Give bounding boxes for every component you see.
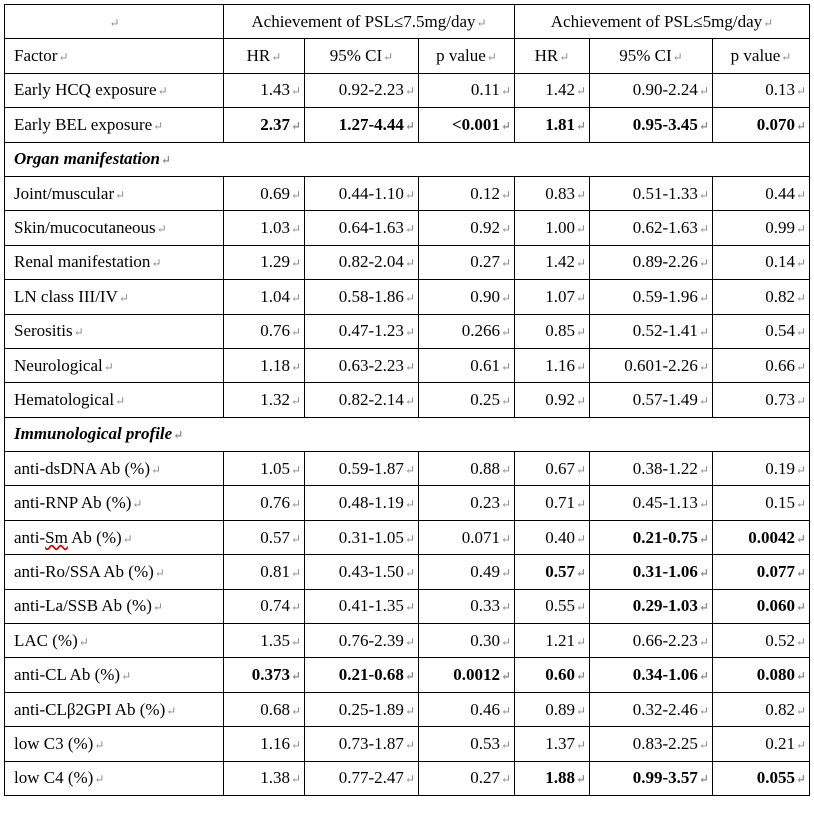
p-7-5-cell: 0.25↵ bbox=[419, 383, 515, 417]
p-5-cell: 0.52↵ bbox=[713, 624, 810, 658]
p-7-5-cell: 0.90↵ bbox=[419, 280, 515, 314]
factor-cell: anti-La/SSB Ab (%)↵ bbox=[5, 589, 224, 623]
p-5-cell: 0.14↵ bbox=[713, 245, 810, 279]
factor-cell: low C3 (%)↵ bbox=[5, 727, 224, 761]
hr-7-5-cell: 0.74↵ bbox=[224, 589, 305, 623]
ci-7-5-cell: 0.59-1.87↵ bbox=[305, 452, 419, 486]
hr-5-cell: 0.71↵ bbox=[515, 486, 590, 520]
ci-5-cell: 0.90-2.24↵ bbox=[590, 73, 713, 107]
factor-label: Neurological bbox=[14, 355, 103, 375]
hr-5-cell: 1.42↵ bbox=[515, 245, 590, 279]
factor-cell: Renal manifestation↵ bbox=[5, 245, 224, 279]
hr-5-cell: 1.00↵ bbox=[515, 211, 590, 245]
ci-7-5-cell: 0.82-2.14↵ bbox=[305, 383, 419, 417]
table-row bbox=[5, 348, 810, 382]
hr-5-cell: 0.89↵ bbox=[515, 692, 590, 726]
table-row bbox=[5, 624, 810, 658]
section-row bbox=[5, 142, 810, 176]
hr-7-5-cell: 1.05↵ bbox=[224, 452, 305, 486]
p-7-5-cell: <0.001↵ bbox=[419, 108, 515, 142]
table-row bbox=[5, 280, 810, 314]
hr-header-2: HR↵ bbox=[515, 39, 590, 73]
factor-cell: low C4 (%)↵ bbox=[5, 761, 224, 795]
p-5-cell: 0.13↵ bbox=[713, 73, 810, 107]
factor-cell: anti-RNP Ab (%)↵ bbox=[5, 486, 224, 520]
hr-7-5-cell: 1.32↵ bbox=[224, 383, 305, 417]
factor-label: Hematological bbox=[14, 389, 115, 409]
factor-cell: LAC (%)↵ bbox=[5, 624, 224, 658]
p-5-cell: 0.82↵ bbox=[713, 692, 810, 726]
factor-cell: anti-dsDNA Ab (%)↵ bbox=[5, 452, 224, 486]
p-7-5-cell: 0.27↵ bbox=[419, 761, 515, 795]
factor-label: anti-Sm Ab (%) bbox=[14, 527, 122, 547]
factor-cell: anti-CL Ab (%)↵ bbox=[5, 658, 224, 692]
ci-7-5-cell: 0.21-0.68↵ bbox=[305, 658, 419, 692]
ci-5-cell: 0.59-1.96↵ bbox=[590, 280, 713, 314]
p-5-cell: 0.080↵ bbox=[713, 658, 810, 692]
hr-7-5-cell: 1.04↵ bbox=[224, 280, 305, 314]
p-5-cell: 0.055↵ bbox=[713, 761, 810, 795]
factor-cell: anti-Sm Ab (%)↵ bbox=[5, 520, 224, 554]
p-5-cell: 0.73↵ bbox=[713, 383, 810, 417]
ci-5-cell: 0.83-2.25↵ bbox=[590, 727, 713, 761]
ci-5-cell: 0.34-1.06↵ bbox=[590, 658, 713, 692]
hr-7-5-cell: 1.03↵ bbox=[224, 211, 305, 245]
ci-7-5-cell: 0.31-1.05↵ bbox=[305, 520, 419, 554]
factor-label: Early HCQ exposure bbox=[14, 80, 157, 100]
ci-7-5-cell: 0.41-1.35↵ bbox=[305, 589, 419, 623]
hr-7-5-cell: 0.76↵ bbox=[224, 486, 305, 520]
table-row bbox=[5, 692, 810, 726]
table-row bbox=[5, 520, 810, 554]
p-7-5-cell: 0.33↵ bbox=[419, 589, 515, 623]
ci-5-cell: 0.51-1.33↵ bbox=[590, 176, 713, 210]
ci-5-cell: 0.21-0.75↵ bbox=[590, 520, 713, 554]
p-header-1: p value↵ bbox=[419, 39, 515, 73]
p-5-cell: 0.19↵ bbox=[713, 452, 810, 486]
factor-label: Early BEL exposure bbox=[14, 114, 153, 134]
table-row bbox=[5, 555, 810, 589]
p-7-5-cell: 0.0012↵ bbox=[419, 658, 515, 692]
ci-7-5-cell: 0.77-2.47↵ bbox=[305, 761, 419, 795]
ci-5-cell: 0.62-1.63↵ bbox=[590, 211, 713, 245]
factor-label: anti-Ro/SSA Ab (%) bbox=[14, 561, 154, 581]
factor-label: anti-CLβ2GPI Ab (%) bbox=[14, 699, 166, 719]
ci-7-5-cell: 0.43-1.50↵ bbox=[305, 555, 419, 589]
ci-7-5-cell: 0.25-1.89↵ bbox=[305, 692, 419, 726]
ci-7-5-cell: 0.82-2.04↵ bbox=[305, 245, 419, 279]
table-row bbox=[5, 176, 810, 210]
p-7-5-cell: 0.23↵ bbox=[419, 486, 515, 520]
corner-cell: ↵ bbox=[5, 5, 224, 39]
p-5-cell: 0.44↵ bbox=[713, 176, 810, 210]
p-5-cell: 0.54↵ bbox=[713, 314, 810, 348]
hr-5-cell: 1.16↵ bbox=[515, 348, 590, 382]
factor-label: Skin/mucocutaneous bbox=[14, 218, 156, 238]
factor-label: anti-CL Ab (%) bbox=[14, 665, 121, 685]
factor-cell: Early HCQ exposure↵ bbox=[5, 73, 224, 107]
ci-5-cell: 0.38-1.22↵ bbox=[590, 452, 713, 486]
ci-7-5-cell: 0.48-1.19↵ bbox=[305, 486, 419, 520]
table-row bbox=[5, 211, 810, 245]
factor-label: anti-RNP Ab (%) bbox=[14, 493, 132, 513]
hr-5-cell: 0.85↵ bbox=[515, 314, 590, 348]
table-row bbox=[5, 108, 810, 142]
factor-label: anti-dsDNA Ab (%) bbox=[14, 458, 150, 478]
p-5-cell: 0.99↵ bbox=[713, 211, 810, 245]
p-7-5-cell: 0.27↵ bbox=[419, 245, 515, 279]
p-7-5-cell: 0.30↵ bbox=[419, 624, 515, 658]
table-row bbox=[5, 486, 810, 520]
hr-5-cell: 1.07↵ bbox=[515, 280, 590, 314]
p-7-5-cell: 0.92↵ bbox=[419, 211, 515, 245]
factor-cell: Early BEL exposure↵ bbox=[5, 108, 224, 142]
p-7-5-cell: 0.61↵ bbox=[419, 348, 515, 382]
p-7-5-cell: 0.88↵ bbox=[419, 452, 515, 486]
hr-5-cell: 1.88↵ bbox=[515, 761, 590, 795]
factor-cell: anti-CLβ2GPI Ab (%)↵ bbox=[5, 692, 224, 726]
factor-label: LAC (%) bbox=[14, 630, 78, 650]
p-7-5-cell: 0.46↵ bbox=[419, 692, 515, 726]
p-header-2: p value↵ bbox=[713, 39, 810, 73]
ci-5-cell: 0.99-3.57↵ bbox=[590, 761, 713, 795]
ci-7-5-cell: 1.27-4.44↵ bbox=[305, 108, 419, 142]
factor-cell: Hematological↵ bbox=[5, 383, 224, 417]
ci-7-5-cell: 0.44-1.10↵ bbox=[305, 176, 419, 210]
hr-7-5-cell: 1.29↵ bbox=[224, 245, 305, 279]
ci-5-cell: 0.29-1.03↵ bbox=[590, 589, 713, 623]
hr-5-cell: 0.67↵ bbox=[515, 452, 590, 486]
factor-label: Serositis bbox=[14, 321, 73, 341]
hr-7-5-cell: 1.38↵ bbox=[224, 761, 305, 795]
ci-5-cell: 0.601-2.26↵ bbox=[590, 348, 713, 382]
factor-label: low C3 (%) bbox=[14, 733, 94, 753]
hr-5-cell: 1.42↵ bbox=[515, 73, 590, 107]
section-label: Immunological profile↵ bbox=[5, 417, 810, 451]
hr-5-cell: 0.92↵ bbox=[515, 383, 590, 417]
hr-7-5-cell: 0.69↵ bbox=[224, 176, 305, 210]
hr-5-cell: 0.83↵ bbox=[515, 176, 590, 210]
p-7-5-cell: 0.266↵ bbox=[419, 314, 515, 348]
p-5-cell: 0.070↵ bbox=[713, 108, 810, 142]
hr-7-5-cell: 2.37↵ bbox=[224, 108, 305, 142]
ci-7-5-cell: 0.64-1.63↵ bbox=[305, 211, 419, 245]
table-row bbox=[5, 383, 810, 417]
table-row bbox=[5, 727, 810, 761]
group-header-psl-5: Achievement of PSL≤5mg/day↵ bbox=[515, 5, 810, 39]
factor-cell: Skin/mucocutaneous↵ bbox=[5, 211, 224, 245]
hr-5-cell: 1.81↵ bbox=[515, 108, 590, 142]
factor-cell: Serositis↵ bbox=[5, 314, 224, 348]
column-header-row bbox=[5, 39, 810, 73]
p-7-5-cell: 0.53↵ bbox=[419, 727, 515, 761]
p-5-cell: 0.21↵ bbox=[713, 727, 810, 761]
section-row bbox=[5, 417, 810, 451]
factor-label: low C4 (%) bbox=[14, 768, 94, 788]
group-header-row bbox=[5, 5, 810, 39]
p-7-5-cell: 0.11↵ bbox=[419, 73, 515, 107]
factor-label: Joint/muscular bbox=[14, 183, 115, 203]
hr-7-5-cell: 0.57↵ bbox=[224, 520, 305, 554]
ci-7-5-cell: 0.63-2.23↵ bbox=[305, 348, 419, 382]
hr-7-5-cell: 1.43↵ bbox=[224, 73, 305, 107]
hr-7-5-cell: 1.18↵ bbox=[224, 348, 305, 382]
table-row bbox=[5, 452, 810, 486]
hr-7-5-cell: 1.35↵ bbox=[224, 624, 305, 658]
section-label: Organ manifestation↵ bbox=[5, 142, 810, 176]
ci-5-cell: 0.95-3.45↵ bbox=[590, 108, 713, 142]
ci-5-cell: 0.89-2.26↵ bbox=[590, 245, 713, 279]
ci-5-cell: 0.52-1.41↵ bbox=[590, 314, 713, 348]
hr-5-cell: 1.21↵ bbox=[515, 624, 590, 658]
p-5-cell: 0.82↵ bbox=[713, 280, 810, 314]
hr-7-5-cell: 0.373↵ bbox=[224, 658, 305, 692]
ci-header-1: 95% CI↵ bbox=[305, 39, 419, 73]
ci-7-5-cell: 0.92-2.23↵ bbox=[305, 73, 419, 107]
ci-5-cell: 0.45-1.13↵ bbox=[590, 486, 713, 520]
table-row bbox=[5, 589, 810, 623]
table-row bbox=[5, 314, 810, 348]
hr-7-5-cell: 1.16↵ bbox=[224, 727, 305, 761]
ci-7-5-cell: 0.73-1.87↵ bbox=[305, 727, 419, 761]
factor-cell: Joint/muscular↵ bbox=[5, 176, 224, 210]
factor-cell: anti-Ro/SSA Ab (%)↵ bbox=[5, 555, 224, 589]
ci-5-cell: 0.57-1.49↵ bbox=[590, 383, 713, 417]
factor-label: anti-La/SSB Ab (%) bbox=[14, 596, 152, 616]
p-7-5-cell: 0.12↵ bbox=[419, 176, 515, 210]
ci-header-2: 95% CI↵ bbox=[590, 39, 713, 73]
hr-5-cell: 0.40↵ bbox=[515, 520, 590, 554]
p-5-cell: 0.060↵ bbox=[713, 589, 810, 623]
hr-5-cell: 1.37↵ bbox=[515, 727, 590, 761]
ci-5-cell: 0.66-2.23↵ bbox=[590, 624, 713, 658]
ci-7-5-cell: 0.58-1.86↵ bbox=[305, 280, 419, 314]
p-5-cell: 0.15↵ bbox=[713, 486, 810, 520]
group-header-psl-7-5: Achievement of PSL≤7.5mg/day↵ bbox=[224, 5, 515, 39]
p-5-cell: 0.077↵ bbox=[713, 555, 810, 589]
hr-header-1: HR↵ bbox=[224, 39, 305, 73]
ci-5-cell: 0.32-2.46↵ bbox=[590, 692, 713, 726]
hr-5-cell: 0.60↵ bbox=[515, 658, 590, 692]
ci-7-5-cell: 0.76-2.39↵ bbox=[305, 624, 419, 658]
ci-5-cell: 0.31-1.06↵ bbox=[590, 555, 713, 589]
table-row bbox=[5, 245, 810, 279]
p-5-cell: 0.0042↵ bbox=[713, 520, 810, 554]
factor-cell: Neurological↵ bbox=[5, 348, 224, 382]
table-row bbox=[5, 658, 810, 692]
p-7-5-cell: 0.49↵ bbox=[419, 555, 515, 589]
table-row bbox=[5, 761, 810, 795]
factor-label: Renal manifestation bbox=[14, 252, 151, 272]
factor-cell: LN class III/IV↵ bbox=[5, 280, 224, 314]
hr-7-5-cell: 0.68↵ bbox=[224, 692, 305, 726]
ci-7-5-cell: 0.47-1.23↵ bbox=[305, 314, 419, 348]
hr-7-5-cell: 0.76↵ bbox=[224, 314, 305, 348]
table-row bbox=[5, 73, 810, 107]
factor-label: LN class III/IV bbox=[14, 286, 118, 306]
results-table bbox=[4, 4, 810, 796]
hr-7-5-cell: 0.81↵ bbox=[224, 555, 305, 589]
p-5-cell: 0.66↵ bbox=[713, 348, 810, 382]
hr-5-cell: 0.57↵ bbox=[515, 555, 590, 589]
factor-header: Factor↵ bbox=[5, 39, 224, 73]
p-7-5-cell: 0.071↵ bbox=[419, 520, 515, 554]
hr-5-cell: 0.55↵ bbox=[515, 589, 590, 623]
